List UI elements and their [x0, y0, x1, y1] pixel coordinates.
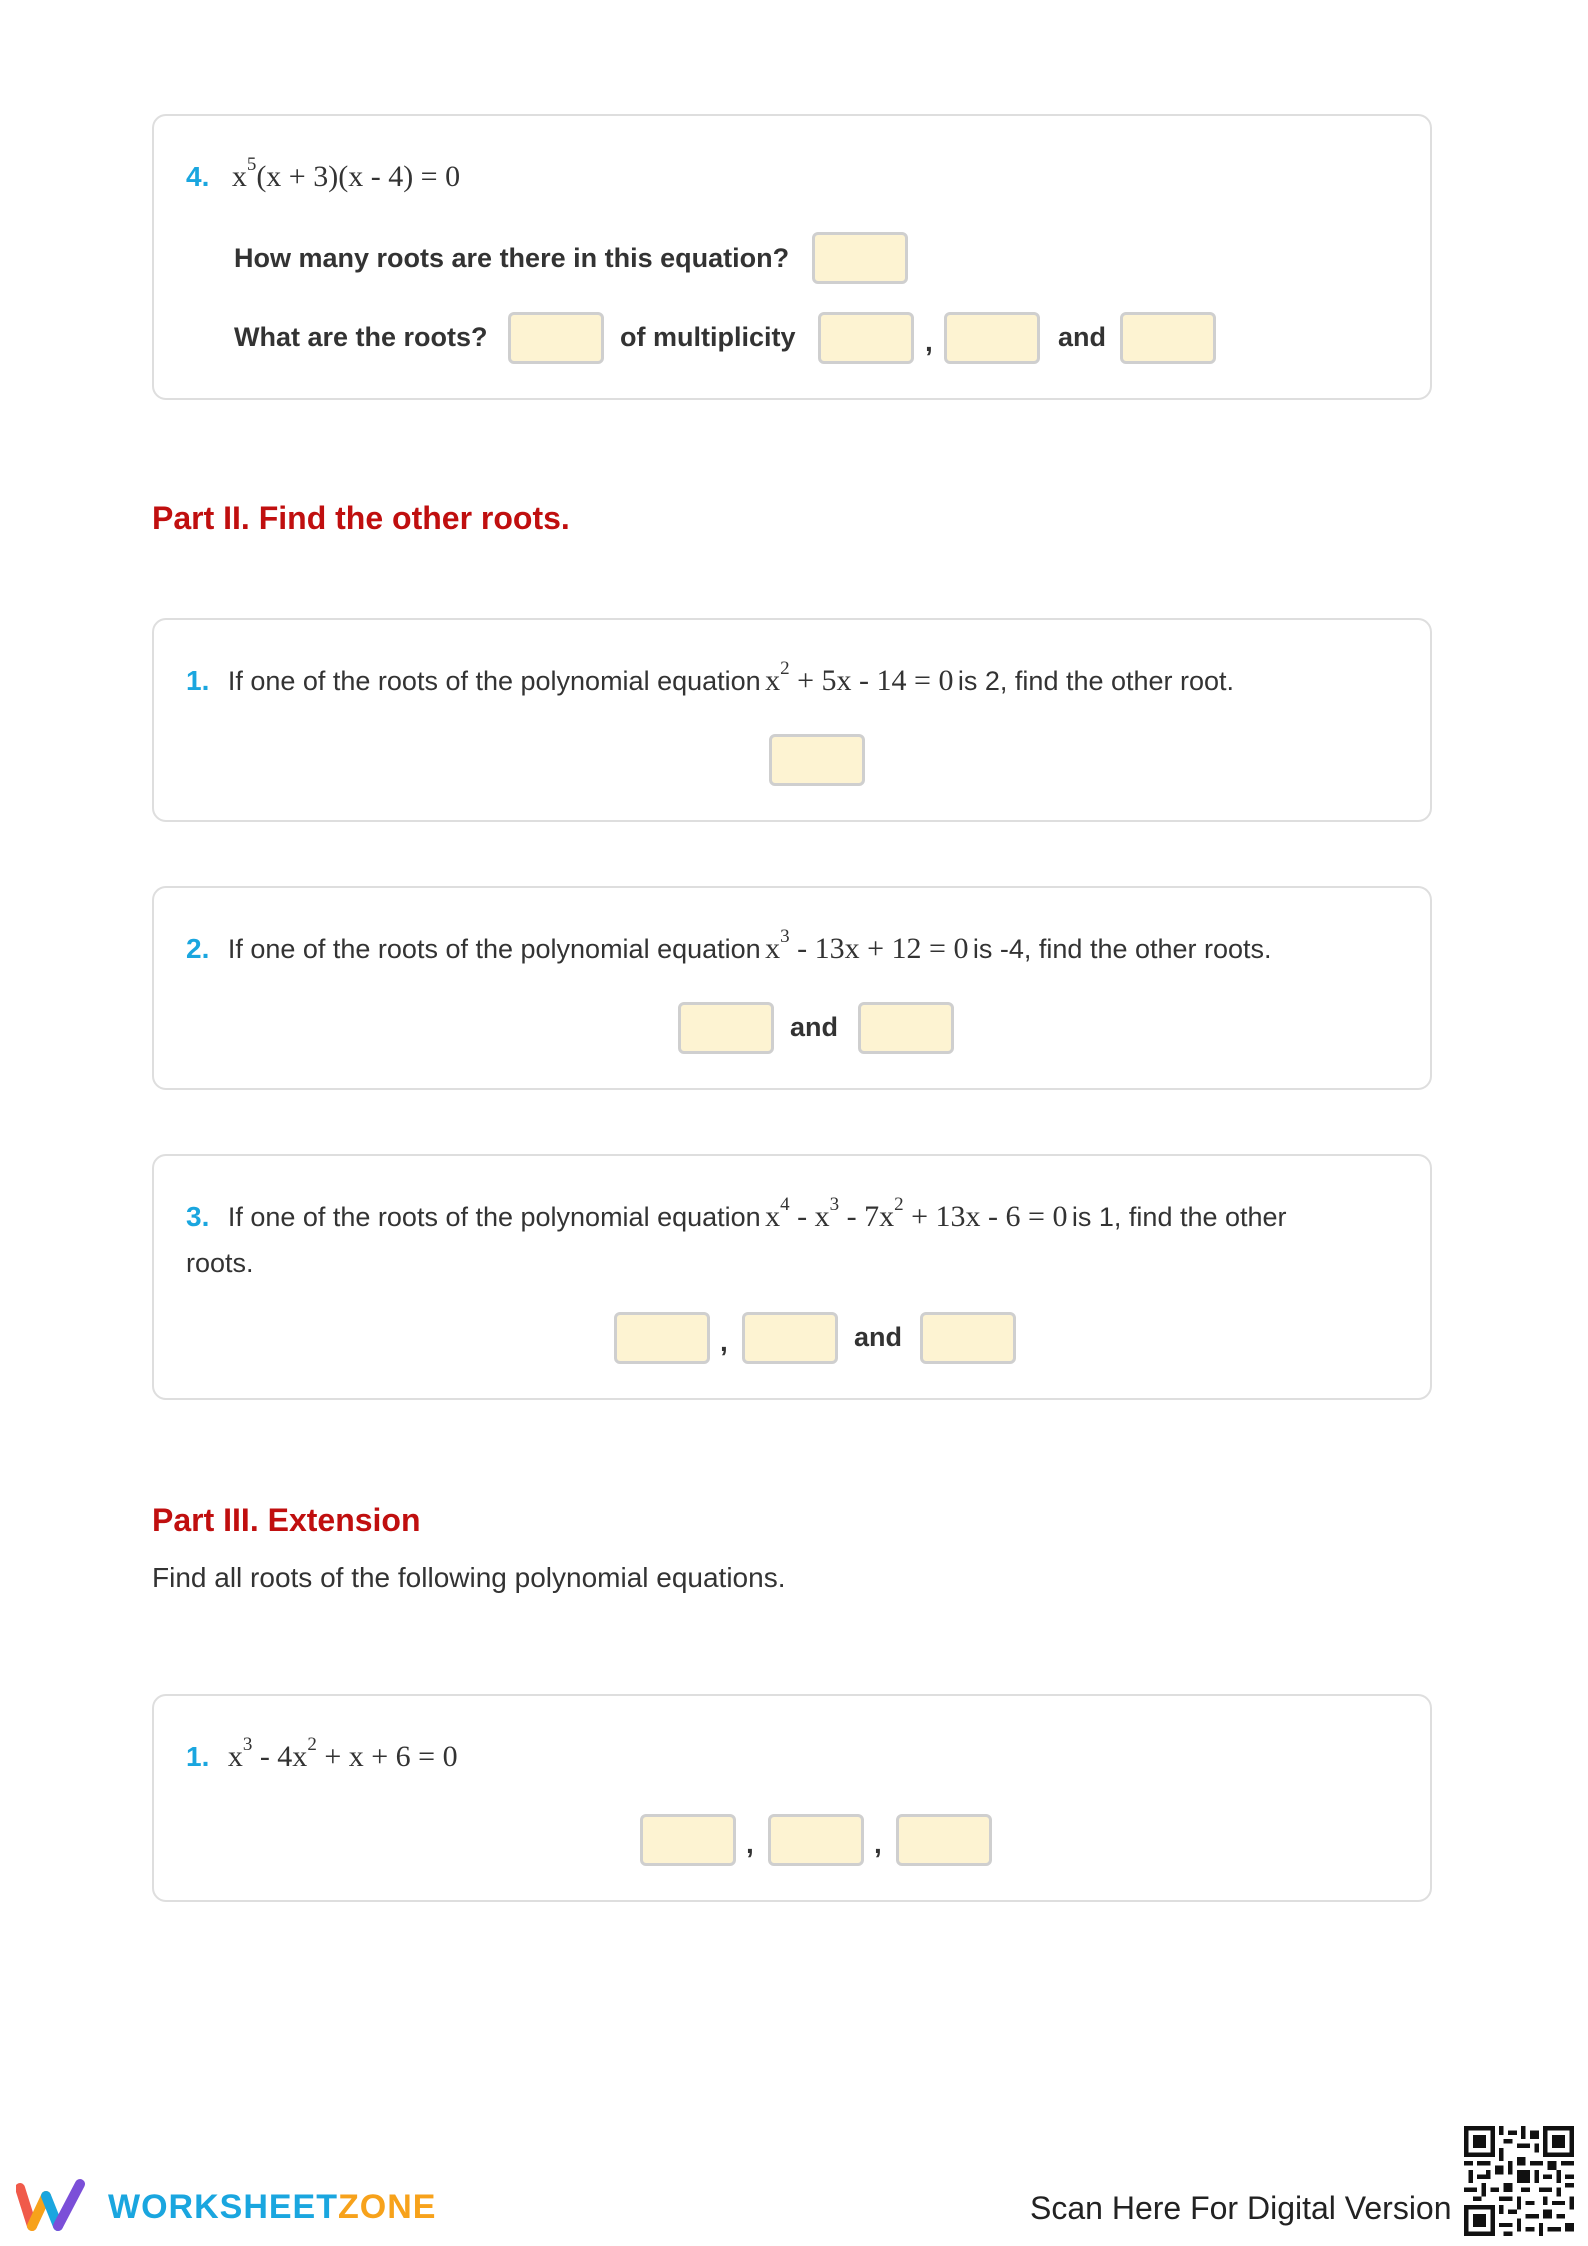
brand-name-part1: WORKSHEET [108, 2188, 338, 2226]
question-card-part2-q3 [152, 1154, 1432, 1400]
worksheetzone-logo-icon [16, 2178, 92, 2234]
eq-exponent: 3 [242, 1734, 253, 1755]
eq-term: x [765, 932, 781, 965]
part3-instruction: Find all roots of the following polynomial equations. [152, 1562, 786, 1593]
comma-separator: , [925, 326, 933, 357]
question-text: is -4, find the other roots. [972, 934, 1272, 964]
eq-term: - 13x + 12 = 0 [789, 932, 969, 965]
question-number: 2. [186, 933, 210, 964]
eq-exponent: 2 [780, 658, 790, 679]
eq-term: - 4x [252, 1740, 308, 1773]
answer-box-root-1[interactable] [508, 312, 604, 364]
eq-term: x [231, 160, 247, 193]
eq-term: (x + 3)(x - 4) = 0 [256, 160, 461, 193]
question-line [186, 658, 1235, 698]
equation [227, 1734, 458, 1773]
qr-code-icon[interactable] [1464, 2126, 1574, 2236]
question-text: If one of the roots of the polynomial equation [227, 934, 761, 964]
equation [231, 154, 461, 193]
equation [765, 926, 969, 965]
eq-exponent: 3 [780, 926, 790, 947]
answer-box-root-2[interactable] [742, 1312, 838, 1364]
scan-text: Scan Here For Digital Version [1030, 2190, 1452, 2226]
eq-term: + 5x - 14 = 0 [789, 664, 954, 697]
eq-exponent: 4 [780, 1194, 790, 1215]
eq-term: + x + 6 = 0 [316, 1740, 458, 1773]
eq-term: x [227, 1740, 243, 1773]
question-card-part1-q4 [152, 114, 1432, 400]
answer-box-root-3[interactable] [1120, 312, 1216, 364]
prompt-roots: What are the roots? [234, 322, 488, 352]
eq-exponent: 5 [246, 154, 257, 175]
answer-box-root-1[interactable] [640, 1814, 736, 1866]
question-text-line2: roots. [186, 1248, 254, 1278]
question-text: is 2, find the other root. [957, 666, 1235, 696]
brand-name [108, 2188, 436, 2227]
eq-term: + 13x - 6 = 0 [903, 1200, 1068, 1233]
eq-exponent: 2 [307, 1734, 317, 1755]
label-and: and [854, 1322, 903, 1352]
answer-box-root-3[interactable] [896, 1814, 992, 1866]
prompt-root-count: How many roots are there in this equation? [234, 243, 790, 273]
question-card-part2-q2 [152, 886, 1432, 1090]
question-number: 1. [186, 665, 210, 696]
part2-heading: Part II. Find the other roots. [152, 500, 570, 536]
comma-separator: , [874, 1828, 882, 1859]
question-number: 1. [186, 1741, 210, 1772]
question-line [186, 1194, 1287, 1234]
comma-separator: , [746, 1828, 754, 1859]
equation [765, 658, 954, 697]
label-and: and [790, 1012, 839, 1042]
eq-exponent: 3 [829, 1194, 840, 1215]
question-text: is 1, find the other [1071, 1202, 1287, 1232]
eq-term: x [765, 1200, 781, 1233]
question-text: If one of the roots of the polynomial equation [227, 666, 761, 696]
question-line [186, 154, 461, 194]
brand-name-part2: ZONE [338, 2188, 437, 2226]
answer-box-other-root[interactable] [769, 734, 865, 786]
eq-term: x [765, 664, 781, 697]
answer-box-root-1[interactable] [614, 1312, 710, 1364]
question-card-part2-q1 [152, 618, 1432, 822]
question-card-part3-q1 [152, 1694, 1432, 1902]
answer-box-root-count[interactable] [812, 232, 908, 284]
question-text: If one of the roots of the polynomial equation [227, 1202, 761, 1232]
question-line [186, 1734, 458, 1774]
question-number: 3. [186, 1201, 210, 1232]
equation [765, 1194, 1068, 1233]
answer-box-multiplicity[interactable] [818, 312, 914, 364]
answer-box-root-2[interactable] [944, 312, 1040, 364]
label-and: and [1058, 322, 1107, 352]
part3-heading: Part III. Extension [152, 1502, 421, 1538]
question-line [186, 926, 1272, 966]
answer-box-root-2[interactable] [768, 1814, 864, 1866]
comma-separator: , [720, 1326, 728, 1357]
eq-exponent: 2 [894, 1194, 904, 1215]
answer-box-root-2[interactable] [858, 1002, 954, 1054]
label-of-multiplicity: of multiplicity [620, 322, 796, 352]
answer-box-root-1[interactable] [678, 1002, 774, 1054]
answer-box-root-3[interactable] [920, 1312, 1016, 1364]
eq-term: - x [789, 1200, 830, 1233]
question-number: 4. [186, 161, 210, 192]
eq-term: - 7x [839, 1200, 895, 1233]
